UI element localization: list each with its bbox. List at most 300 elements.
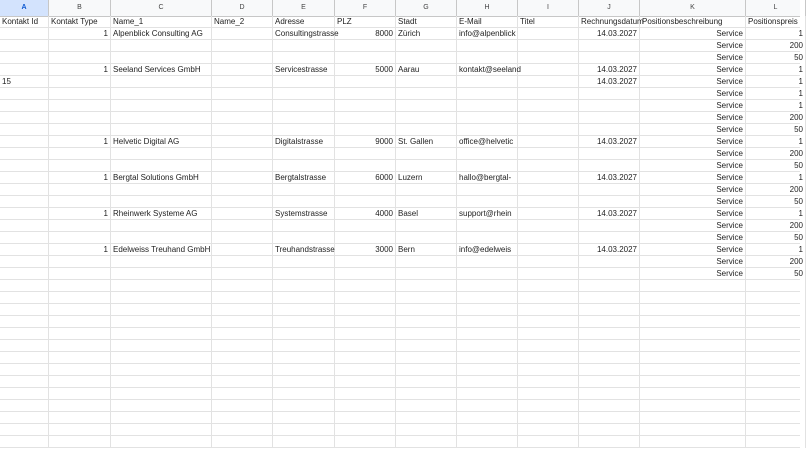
cell[interactable] [335, 100, 396, 112]
cell[interactable] [0, 208, 49, 220]
cell[interactable] [579, 184, 640, 196]
cell[interactable]: kontakt@seeland [459, 65, 521, 74]
cell[interactable] [335, 160, 396, 172]
cell[interactable] [212, 148, 273, 160]
cell[interactable] [457, 148, 518, 160]
cell[interactable] [111, 292, 212, 304]
cell[interactable] [746, 304, 806, 316]
cell[interactable]: 1 [746, 136, 806, 148]
cell[interactable]: 200 [746, 148, 806, 160]
cell[interactable] [273, 352, 335, 364]
cell[interactable] [518, 220, 579, 232]
column-header-k[interactable]: K [640, 0, 746, 16]
cell[interactable] [49, 280, 111, 292]
cell[interactable] [518, 340, 579, 352]
cell[interactable]: Kontakt Id [0, 16, 49, 28]
cell[interactable]: 5000 [335, 64, 396, 76]
cell[interactable]: Service [640, 52, 746, 64]
cell[interactable] [457, 340, 518, 352]
cell[interactable] [457, 364, 518, 376]
cell[interactable] [0, 64, 49, 76]
cell[interactable] [212, 436, 273, 448]
cell[interactable]: PLZ [335, 16, 396, 28]
cell[interactable] [273, 196, 335, 208]
cell[interactable] [518, 364, 579, 376]
cell[interactable] [335, 256, 396, 268]
cell[interactable] [579, 256, 640, 268]
cell[interactable]: 14.03.2027 [579, 136, 640, 148]
cell[interactable] [335, 220, 396, 232]
cell[interactable] [396, 316, 457, 328]
cell[interactable] [746, 436, 806, 448]
cell[interactable] [579, 376, 640, 388]
cell[interactable] [111, 196, 212, 208]
cell[interactable] [335, 328, 396, 340]
cell[interactable] [396, 388, 457, 400]
cell[interactable] [518, 124, 579, 136]
cell[interactable]: Luzern [396, 172, 457, 184]
cell[interactable] [212, 232, 273, 244]
cell[interactable] [457, 160, 518, 172]
cell[interactable] [335, 412, 396, 424]
cell[interactable] [212, 208, 273, 220]
cell[interactable] [212, 28, 273, 40]
cell[interactable]: 1 [746, 208, 806, 220]
cell[interactable]: Titel [518, 16, 579, 28]
cell[interactable]: Rheinwerk Systeme AG [111, 208, 212, 220]
column-header-b[interactable]: B [49, 0, 111, 16]
cell[interactable]: 1 [746, 28, 806, 40]
cell[interactable]: Service [640, 88, 746, 100]
cell[interactable] [518, 292, 579, 304]
cell[interactable] [457, 112, 518, 124]
cell[interactable] [396, 352, 457, 364]
cell[interactable] [457, 40, 518, 52]
cell[interactable] [335, 424, 396, 436]
cell[interactable] [518, 172, 579, 184]
cell[interactable]: 14.03.2027 [579, 28, 640, 40]
cell[interactable] [579, 112, 640, 124]
cell[interactable] [0, 220, 49, 232]
cell[interactable] [111, 316, 212, 328]
cell[interactable]: Service [640, 100, 746, 112]
cell[interactable] [335, 148, 396, 160]
cell[interactable] [746, 340, 806, 352]
cell[interactable]: Name_2 [212, 16, 273, 28]
cell[interactable] [579, 316, 640, 328]
cell[interactable] [273, 52, 335, 64]
cell[interactable] [212, 136, 273, 148]
cell[interactable]: info@alpenblick [457, 28, 518, 40]
cell[interactable] [111, 160, 212, 172]
cell[interactable]: Adresse [273, 16, 335, 28]
cell[interactable] [111, 280, 212, 292]
cell[interactable] [518, 280, 579, 292]
cell[interactable]: Seeland Services GmbH [111, 64, 212, 76]
cell[interactable] [579, 364, 640, 376]
cell[interactable] [518, 244, 579, 256]
cell[interactable] [640, 352, 746, 364]
cell[interactable] [396, 292, 457, 304]
cell[interactable]: Service [640, 76, 746, 88]
column-header-c[interactable]: C [111, 0, 212, 16]
cell[interactable] [457, 256, 518, 268]
cell[interactable] [335, 292, 396, 304]
column-header-l[interactable]: L [746, 0, 806, 16]
cell[interactable]: Service [640, 112, 746, 124]
cell[interactable] [457, 124, 518, 136]
cell[interactable] [457, 52, 518, 64]
cell[interactable]: 9000 [335, 136, 396, 148]
cell[interactable]: 14.03.2027 [579, 208, 640, 220]
cell[interactable] [457, 184, 518, 196]
cell[interactable] [49, 148, 111, 160]
cell[interactable] [212, 64, 273, 76]
cell[interactable] [212, 328, 273, 340]
cell[interactable] [579, 52, 640, 64]
cell[interactable] [396, 256, 457, 268]
cell[interactable] [457, 388, 518, 400]
cell[interactable] [0, 244, 49, 256]
cell[interactable] [49, 292, 111, 304]
cell[interactable]: Bergtalstrasse [273, 172, 335, 184]
cell[interactable] [457, 76, 518, 88]
cell[interactable] [396, 76, 457, 88]
cell[interactable] [396, 328, 457, 340]
cell[interactable] [111, 436, 212, 448]
cell[interactable]: 3000 [335, 244, 396, 256]
cell[interactable] [111, 388, 212, 400]
cell[interactable]: 1 [49, 172, 111, 184]
cell[interactable] [0, 88, 49, 100]
cell[interactable]: Aarau [396, 64, 457, 76]
cell[interactable] [273, 220, 335, 232]
cell[interactable] [212, 292, 273, 304]
cell[interactable]: E-Mail [457, 16, 518, 28]
cell[interactable] [335, 268, 396, 280]
cell[interactable] [335, 112, 396, 124]
cell[interactable] [111, 400, 212, 412]
cell[interactable] [273, 232, 335, 244]
cell[interactable] [396, 220, 457, 232]
cell[interactable] [579, 232, 640, 244]
cell[interactable]: Service [640, 160, 746, 172]
column-header-j[interactable]: J [579, 0, 640, 16]
cell[interactable]: 50 [746, 124, 806, 136]
cell[interactable] [0, 340, 49, 352]
cell[interactable]: 200 [746, 40, 806, 52]
cell[interactable]: 1 [49, 208, 111, 220]
cell[interactable]: Kontakt Type [49, 16, 111, 28]
cell[interactable] [746, 280, 806, 292]
cell[interactable] [273, 76, 335, 88]
cell[interactable] [49, 232, 111, 244]
cell[interactable]: Helvetic Digital AG [111, 136, 212, 148]
cell[interactable] [396, 400, 457, 412]
cell[interactable] [579, 304, 640, 316]
cell[interactable] [579, 160, 640, 172]
cell[interactable] [273, 388, 335, 400]
cell[interactable] [273, 328, 335, 340]
cell[interactable] [335, 124, 396, 136]
cell[interactable] [457, 304, 518, 316]
cell[interactable] [111, 304, 212, 316]
cell[interactable] [49, 40, 111, 52]
cell[interactable] [49, 436, 111, 448]
cell[interactable] [518, 64, 579, 76]
cell[interactable] [212, 100, 273, 112]
cell[interactable] [212, 76, 273, 88]
cell[interactable] [273, 148, 335, 160]
cell[interactable]: Bern [396, 244, 457, 256]
cell[interactable] [273, 424, 335, 436]
cell[interactable] [0, 292, 49, 304]
cell[interactable] [49, 352, 111, 364]
cell[interactable]: support@rhein [457, 208, 518, 220]
cell[interactable] [0, 148, 49, 160]
cell[interactable] [212, 400, 273, 412]
cell[interactable] [273, 412, 335, 424]
cell[interactable] [0, 376, 49, 388]
cell[interactable] [746, 376, 806, 388]
cell[interactable] [579, 220, 640, 232]
cell[interactable] [579, 424, 640, 436]
cell[interactable]: Rechnungsdatum [581, 17, 644, 26]
cell[interactable] [640, 292, 746, 304]
cell[interactable]: Stadt [396, 16, 457, 28]
cell[interactable] [111, 88, 212, 100]
cell[interactable] [212, 412, 273, 424]
cell[interactable] [0, 124, 49, 136]
cell[interactable] [111, 100, 212, 112]
cell[interactable] [212, 196, 273, 208]
cell[interactable] [396, 280, 457, 292]
cell[interactable]: Service [640, 40, 746, 52]
cell[interactable] [457, 232, 518, 244]
cell[interactable]: Zürich [396, 28, 457, 40]
cell[interactable] [518, 100, 579, 112]
cell[interactable] [111, 412, 212, 424]
cell[interactable] [49, 340, 111, 352]
cell[interactable] [335, 184, 396, 196]
cell[interactable] [396, 424, 457, 436]
cell[interactable] [518, 268, 579, 280]
cell[interactable] [579, 436, 640, 448]
cell[interactable]: 15 [0, 76, 49, 88]
cell[interactable] [640, 400, 746, 412]
cell[interactable]: Treuhandstrasse [275, 245, 335, 254]
cell[interactable] [579, 100, 640, 112]
cell[interactable] [273, 100, 335, 112]
cell[interactable] [518, 232, 579, 244]
cell[interactable] [212, 268, 273, 280]
cell[interactable] [0, 400, 49, 412]
cell[interactable]: Bergtal Solutions GmbH [111, 172, 212, 184]
cell[interactable] [273, 184, 335, 196]
cell[interactable] [518, 76, 579, 88]
column-header-h[interactable]: H [457, 0, 518, 16]
cell[interactable]: Systemstrasse [273, 208, 335, 220]
cell[interactable] [212, 40, 273, 52]
cell[interactable] [579, 124, 640, 136]
cell[interactable]: 1 [49, 136, 111, 148]
cell[interactable] [518, 400, 579, 412]
cell[interactable] [396, 88, 457, 100]
cell[interactable] [640, 340, 746, 352]
cell[interactable]: St. Gallen [396, 136, 457, 148]
cell[interactable] [212, 388, 273, 400]
cell[interactable] [335, 76, 396, 88]
cell[interactable] [746, 364, 806, 376]
cell[interactable] [49, 112, 111, 124]
cell[interactable] [0, 268, 49, 280]
cell[interactable] [396, 112, 457, 124]
cell[interactable]: Service [640, 232, 746, 244]
cell[interactable]: 1 [49, 244, 111, 256]
cell[interactable]: Positionsbeschreibung [640, 16, 746, 28]
column-header-e[interactable]: E [273, 0, 335, 16]
cell[interactable] [273, 268, 335, 280]
cell[interactable] [273, 256, 335, 268]
cell[interactable]: Service [640, 124, 746, 136]
cell[interactable] [111, 232, 212, 244]
cell[interactable] [335, 364, 396, 376]
cell[interactable] [49, 88, 111, 100]
cell[interactable] [640, 304, 746, 316]
cell[interactable] [579, 340, 640, 352]
cell[interactable] [579, 280, 640, 292]
cell[interactable] [0, 100, 49, 112]
cell[interactable] [518, 412, 579, 424]
cell[interactable] [457, 280, 518, 292]
cell[interactable] [518, 352, 579, 364]
cell[interactable]: Name_1 [111, 16, 212, 28]
cell[interactable] [0, 436, 49, 448]
cell[interactable] [0, 232, 49, 244]
cell[interactable]: 1 [49, 64, 111, 76]
cell[interactable]: Service [640, 184, 746, 196]
column-header-g[interactable]: G [396, 0, 457, 16]
cell[interactable] [212, 160, 273, 172]
cell[interactable] [49, 304, 111, 316]
cell[interactable] [212, 256, 273, 268]
cell[interactable] [273, 160, 335, 172]
cell[interactable] [49, 196, 111, 208]
cell[interactable] [396, 268, 457, 280]
cell[interactable] [640, 412, 746, 424]
cell[interactable] [49, 100, 111, 112]
cell[interactable] [212, 172, 273, 184]
cell[interactable] [49, 52, 111, 64]
cell[interactable] [335, 340, 396, 352]
cell[interactable] [518, 436, 579, 448]
cell[interactable] [111, 124, 212, 136]
cell[interactable] [111, 268, 212, 280]
cell[interactable] [49, 316, 111, 328]
cell[interactable] [518, 136, 579, 148]
cell[interactable] [457, 352, 518, 364]
cell[interactable]: 1 [746, 88, 806, 100]
cell[interactable] [49, 76, 111, 88]
cell[interactable] [335, 388, 396, 400]
cell[interactable] [0, 412, 49, 424]
cell[interactable] [0, 112, 49, 124]
cell[interactable] [335, 436, 396, 448]
cell[interactable]: Service [640, 268, 746, 280]
cell[interactable] [212, 124, 273, 136]
cell[interactable] [0, 388, 49, 400]
cell[interactable] [111, 220, 212, 232]
cell[interactable] [0, 28, 49, 40]
cell[interactable] [457, 328, 518, 340]
cell[interactable] [111, 184, 212, 196]
cell[interactable] [212, 244, 273, 256]
cell[interactable] [518, 28, 579, 40]
cell[interactable]: Service [640, 64, 746, 76]
cell[interactable] [335, 52, 396, 64]
cell[interactable]: Service [640, 148, 746, 160]
cell[interactable] [49, 184, 111, 196]
cell[interactable] [273, 40, 335, 52]
cell[interactable] [746, 292, 806, 304]
cell[interactable]: 1 [746, 76, 806, 88]
cell[interactable]: 14.03.2027 [579, 172, 640, 184]
cell[interactable]: Service [640, 136, 746, 148]
cell[interactable] [396, 412, 457, 424]
cell[interactable]: info@edelweis [457, 244, 518, 256]
cell[interactable]: Service [640, 172, 746, 184]
cell[interactable] [0, 280, 49, 292]
cell[interactable] [273, 88, 335, 100]
cell[interactable] [396, 196, 457, 208]
cell[interactable]: 14.03.2027 [579, 76, 640, 88]
cell[interactable] [0, 424, 49, 436]
cell[interactable] [111, 148, 212, 160]
cell[interactable] [49, 424, 111, 436]
cell[interactable] [0, 196, 49, 208]
column-header-a[interactable]: A [0, 0, 49, 16]
cell[interactable] [396, 160, 457, 172]
cell[interactable] [579, 292, 640, 304]
cell[interactable] [640, 376, 746, 388]
column-header-f[interactable]: F [335, 0, 396, 16]
cell[interactable] [111, 256, 212, 268]
cell[interactable] [212, 280, 273, 292]
cell[interactable] [273, 364, 335, 376]
cell[interactable]: 200 [746, 220, 806, 232]
cell[interactable] [0, 160, 49, 172]
cell[interactable]: Service [640, 244, 746, 256]
cell[interactable] [396, 304, 457, 316]
cell[interactable] [579, 40, 640, 52]
cell[interactable]: Basel [396, 208, 457, 220]
cell[interactable]: Digitalstrasse [273, 136, 335, 148]
cell[interactable] [640, 436, 746, 448]
cell[interactable] [457, 292, 518, 304]
cell[interactable]: 50 [746, 160, 806, 172]
cell[interactable] [0, 136, 49, 148]
cell[interactable]: 50 [746, 196, 806, 208]
cell[interactable] [273, 400, 335, 412]
cell[interactable] [746, 400, 806, 412]
cell[interactable] [212, 184, 273, 196]
cell[interactable] [457, 436, 518, 448]
cell[interactable]: 4000 [335, 208, 396, 220]
cell[interactable]: 1 [746, 64, 806, 76]
cell[interactable] [111, 112, 212, 124]
cell[interactable]: Service [640, 256, 746, 268]
cell[interactable] [111, 340, 212, 352]
